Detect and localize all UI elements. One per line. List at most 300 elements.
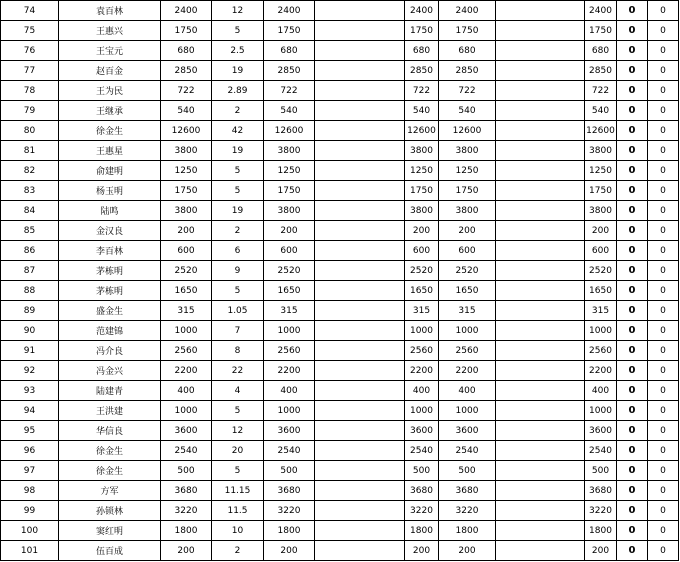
empty-cell (315, 241, 405, 261)
amount-cell: 12600 (405, 121, 439, 141)
quantity-cell: 5 (212, 181, 264, 201)
zero-cell-bold: 0 (617, 241, 648, 261)
amount-cell: 400 (264, 381, 315, 401)
amount-cell: 2850 (405, 61, 439, 81)
empty-cell (315, 41, 405, 61)
zero-cell: 0 (648, 401, 679, 421)
empty-cell (315, 101, 405, 121)
empty-cell (496, 41, 585, 61)
table-row (1, 321, 679, 341)
table-row (1, 261, 679, 281)
amount-cell: 2560 (161, 341, 212, 361)
quantity-cell: 11.5 (212, 501, 264, 521)
empty-cell (496, 381, 585, 401)
amount-cell: 3220 (264, 501, 315, 521)
quantity-cell: 2 (212, 101, 264, 121)
name-cell: 金汉良 (59, 221, 161, 241)
name-cell: 王宝元 (59, 41, 161, 61)
name-cell: 徐金生 (59, 441, 161, 461)
zero-cell-bold: 0 (617, 441, 648, 461)
amount-cell: 400 (161, 381, 212, 401)
amount-cell: 540 (405, 101, 439, 121)
zero-cell-bold: 0 (617, 181, 648, 201)
amount-cell: 1750 (439, 181, 496, 201)
name-cell: 茅栋明 (59, 281, 161, 301)
amount-cell: 200 (439, 541, 496, 561)
empty-cell (315, 541, 405, 561)
zero-cell: 0 (648, 101, 679, 121)
amount-cell: 2540 (161, 441, 212, 461)
zero-cell-bold: 0 (617, 101, 648, 121)
table-row (1, 281, 679, 301)
zero-cell: 0 (648, 321, 679, 341)
zero-cell: 0 (648, 201, 679, 221)
empty-cell (315, 481, 405, 501)
amount-cell: 2560 (585, 341, 617, 361)
amount-cell: 1800 (405, 521, 439, 541)
row-number-cell: 99 (1, 501, 59, 521)
name-cell: 范建锦 (59, 321, 161, 341)
name-cell: 徐金生 (59, 121, 161, 141)
table-row (1, 81, 679, 101)
name-cell: 冯介良 (59, 341, 161, 361)
amount-cell: 722 (405, 81, 439, 101)
row-number-cell: 75 (1, 21, 59, 41)
name-cell: 茅栋明 (59, 261, 161, 281)
amount-cell: 1650 (405, 281, 439, 301)
amount-cell: 1750 (585, 21, 617, 41)
amount-cell: 2400 (405, 1, 439, 21)
empty-cell (315, 61, 405, 81)
name-cell: 陆鸣 (59, 201, 161, 221)
amount-cell: 600 (264, 241, 315, 261)
amount-cell: 1750 (264, 21, 315, 41)
empty-cell (496, 441, 585, 461)
row-number-cell: 96 (1, 441, 59, 461)
amount-cell: 2560 (264, 341, 315, 361)
amount-cell: 2560 (405, 341, 439, 361)
empty-cell (315, 341, 405, 361)
amount-cell: 1000 (439, 401, 496, 421)
table-row (1, 1, 679, 21)
table-row (1, 421, 679, 441)
table-row (1, 61, 679, 81)
zero-cell-bold: 0 (617, 521, 648, 541)
zero-cell: 0 (648, 441, 679, 461)
amount-cell: 1750 (439, 21, 496, 41)
amount-cell: 3600 (585, 421, 617, 441)
table-row (1, 101, 679, 121)
name-cell: 徐金生 (59, 461, 161, 481)
zero-cell: 0 (648, 61, 679, 81)
amount-cell: 1000 (161, 401, 212, 421)
amount-cell: 2850 (439, 61, 496, 81)
amount-cell: 600 (161, 241, 212, 261)
amount-cell: 500 (439, 461, 496, 481)
zero-cell: 0 (648, 301, 679, 321)
amount-cell: 2850 (264, 61, 315, 81)
amount-cell: 722 (585, 81, 617, 101)
zero-cell: 0 (648, 261, 679, 281)
table-row (1, 201, 679, 221)
amount-cell: 200 (439, 221, 496, 241)
amount-cell: 3800 (585, 201, 617, 221)
amount-cell: 680 (264, 41, 315, 61)
amount-cell: 1750 (585, 181, 617, 201)
empty-cell (315, 261, 405, 281)
empty-cell (496, 181, 585, 201)
amount-cell: 315 (161, 301, 212, 321)
empty-cell (496, 401, 585, 421)
empty-cell (496, 101, 585, 121)
zero-cell-bold: 0 (617, 201, 648, 221)
zero-cell: 0 (648, 541, 679, 561)
empty-cell (496, 261, 585, 281)
amount-cell: 2560 (439, 341, 496, 361)
row-number-cell: 77 (1, 61, 59, 81)
name-cell: 冯金兴 (59, 361, 161, 381)
quantity-cell: 8 (212, 341, 264, 361)
zero-cell: 0 (648, 421, 679, 441)
empty-cell (496, 461, 585, 481)
name-cell: 王惠兴 (59, 21, 161, 41)
amount-cell: 200 (585, 221, 617, 241)
amount-cell: 315 (405, 301, 439, 321)
quantity-cell: 2 (212, 541, 264, 561)
empty-cell (315, 281, 405, 301)
zero-cell-bold: 0 (617, 161, 648, 181)
quantity-cell: 9 (212, 261, 264, 281)
zero-cell-bold: 0 (617, 261, 648, 281)
table-row (1, 521, 679, 541)
amount-cell: 2540 (439, 441, 496, 461)
amount-cell: 3220 (439, 501, 496, 521)
quantity-cell: 6 (212, 241, 264, 261)
table-row (1, 21, 679, 41)
empty-cell (496, 341, 585, 361)
amount-cell: 500 (585, 461, 617, 481)
zero-cell: 0 (648, 381, 679, 401)
quantity-cell: 5 (212, 161, 264, 181)
empty-cell (315, 121, 405, 141)
amount-cell: 3680 (405, 481, 439, 501)
amount-cell: 2540 (585, 441, 617, 461)
quantity-cell: 10 (212, 521, 264, 541)
row-number-cell: 90 (1, 321, 59, 341)
amount-cell: 540 (264, 101, 315, 121)
zero-cell: 0 (648, 81, 679, 101)
empty-cell (496, 121, 585, 141)
name-cell: 陆建青 (59, 381, 161, 401)
row-number-cell: 94 (1, 401, 59, 421)
amount-cell: 3800 (161, 201, 212, 221)
amount-cell: 3600 (405, 421, 439, 441)
quantity-cell: 20 (212, 441, 264, 461)
zero-cell: 0 (648, 121, 679, 141)
amount-cell: 2200 (161, 361, 212, 381)
amount-cell: 1250 (585, 161, 617, 181)
zero-cell-bold: 0 (617, 401, 648, 421)
table-row (1, 341, 679, 361)
amount-cell: 1250 (439, 161, 496, 181)
amount-cell: 3680 (264, 481, 315, 501)
empty-cell (496, 201, 585, 221)
row-number-cell: 89 (1, 301, 59, 321)
amount-cell: 2400 (161, 1, 212, 21)
table-row (1, 481, 679, 501)
amount-cell: 680 (585, 41, 617, 61)
quantity-cell: 1.05 (212, 301, 264, 321)
amount-cell: 400 (585, 381, 617, 401)
quantity-cell: 12 (212, 421, 264, 441)
zero-cell: 0 (648, 161, 679, 181)
amount-cell: 315 (585, 301, 617, 321)
name-cell: 窦红明 (59, 521, 161, 541)
empty-cell (496, 161, 585, 181)
empty-cell (496, 361, 585, 381)
row-number-cell: 78 (1, 81, 59, 101)
empty-cell (496, 281, 585, 301)
empty-cell (315, 501, 405, 521)
amount-cell: 400 (405, 381, 439, 401)
amount-cell: 2520 (585, 261, 617, 281)
quantity-cell: 19 (212, 141, 264, 161)
amount-cell: 3800 (439, 201, 496, 221)
table-row (1, 441, 679, 461)
zero-cell-bold: 0 (617, 461, 648, 481)
amount-cell: 2850 (161, 61, 212, 81)
amount-cell: 500 (264, 461, 315, 481)
amount-cell: 2400 (439, 1, 496, 21)
amount-cell: 200 (405, 221, 439, 241)
amount-cell: 3800 (161, 141, 212, 161)
empty-cell (315, 461, 405, 481)
amount-cell: 1000 (264, 321, 315, 341)
empty-cell (496, 221, 585, 241)
zero-cell-bold: 0 (617, 41, 648, 61)
amount-cell: 2200 (264, 361, 315, 381)
zero-cell-bold: 0 (617, 321, 648, 341)
empty-cell (315, 221, 405, 241)
row-number-cell: 91 (1, 341, 59, 361)
row-number-cell: 88 (1, 281, 59, 301)
empty-cell (315, 381, 405, 401)
amount-cell: 12600 (439, 121, 496, 141)
amount-cell: 1000 (439, 321, 496, 341)
amount-cell: 600 (439, 241, 496, 261)
amount-cell: 722 (439, 81, 496, 101)
amount-cell: 2400 (264, 1, 315, 21)
amount-cell: 3600 (161, 421, 212, 441)
empty-cell (315, 21, 405, 41)
amount-cell: 3800 (264, 201, 315, 221)
row-number-cell: 76 (1, 41, 59, 61)
amount-cell: 500 (405, 461, 439, 481)
table-row (1, 41, 679, 61)
empty-cell (496, 421, 585, 441)
amount-cell: 1250 (405, 161, 439, 181)
row-number-cell: 74 (1, 1, 59, 21)
amount-cell: 540 (161, 101, 212, 121)
empty-cell (496, 501, 585, 521)
zero-cell-bold: 0 (617, 501, 648, 521)
amount-cell: 2520 (264, 261, 315, 281)
zero-cell-bold: 0 (617, 281, 648, 301)
row-number-cell: 83 (1, 181, 59, 201)
amount-cell: 600 (405, 241, 439, 261)
row-number-cell: 82 (1, 161, 59, 181)
name-cell: 方军 (59, 481, 161, 501)
amount-cell: 200 (585, 541, 617, 561)
zero-cell-bold: 0 (617, 301, 648, 321)
table-row (1, 501, 679, 521)
table-row (1, 161, 679, 181)
table-row (1, 401, 679, 421)
quantity-cell: 2.5 (212, 41, 264, 61)
zero-cell: 0 (648, 341, 679, 361)
amount-cell: 1650 (585, 281, 617, 301)
row-number-cell: 98 (1, 481, 59, 501)
amount-cell: 1750 (161, 181, 212, 201)
amount-cell: 2520 (405, 261, 439, 281)
row-number-cell: 101 (1, 541, 59, 561)
amount-cell: 400 (439, 381, 496, 401)
amount-cell: 2400 (585, 1, 617, 21)
amount-cell: 12600 (585, 121, 617, 141)
empty-cell (315, 441, 405, 461)
amount-cell: 1250 (161, 161, 212, 181)
amount-cell: 3600 (264, 421, 315, 441)
empty-cell (496, 141, 585, 161)
zero-cell: 0 (648, 181, 679, 201)
amount-cell: 2850 (585, 61, 617, 81)
quantity-cell: 5 (212, 401, 264, 421)
zero-cell-bold: 0 (617, 221, 648, 241)
name-cell: 孙锁林 (59, 501, 161, 521)
amount-cell: 1000 (161, 321, 212, 341)
zero-cell-bold: 0 (617, 361, 648, 381)
empty-cell (496, 241, 585, 261)
amount-cell: 3680 (439, 481, 496, 501)
row-number-cell: 93 (1, 381, 59, 401)
empty-cell (315, 181, 405, 201)
empty-cell (315, 141, 405, 161)
amount-cell: 680 (405, 41, 439, 61)
amount-cell: 540 (439, 101, 496, 121)
amount-cell: 1000 (585, 401, 617, 421)
name-cell: 李百林 (59, 241, 161, 261)
amount-cell: 200 (405, 541, 439, 561)
amount-cell: 200 (161, 541, 212, 561)
quantity-cell: 2.89 (212, 81, 264, 101)
empty-cell (496, 1, 585, 21)
amount-cell: 2200 (439, 361, 496, 381)
row-number-cell: 92 (1, 361, 59, 381)
amount-cell: 1750 (161, 21, 212, 41)
amount-cell: 2540 (264, 441, 315, 461)
row-number-cell: 100 (1, 521, 59, 541)
amount-cell: 3680 (161, 481, 212, 501)
amount-cell: 500 (161, 461, 212, 481)
zero-cell: 0 (648, 281, 679, 301)
zero-cell-bold: 0 (617, 21, 648, 41)
name-cell: 赵百金 (59, 61, 161, 81)
table-row (1, 141, 679, 161)
row-number-cell: 86 (1, 241, 59, 261)
empty-cell (315, 521, 405, 541)
table-row (1, 121, 679, 141)
table-row (1, 541, 679, 561)
amount-cell: 1000 (585, 321, 617, 341)
amount-cell: 2520 (161, 261, 212, 281)
zero-cell-bold: 0 (617, 121, 648, 141)
quantity-cell: 5 (212, 21, 264, 41)
amount-cell: 315 (439, 301, 496, 321)
quantity-cell: 5 (212, 461, 264, 481)
zero-cell: 0 (648, 21, 679, 41)
amount-cell: 3680 (585, 481, 617, 501)
row-number-cell: 79 (1, 101, 59, 121)
amount-cell: 680 (439, 41, 496, 61)
quantity-cell: 4 (212, 381, 264, 401)
amount-cell: 3220 (585, 501, 617, 521)
empty-cell (315, 401, 405, 421)
amount-cell: 1750 (405, 21, 439, 41)
empty-cell (496, 321, 585, 341)
empty-cell (315, 161, 405, 181)
quantity-cell: 42 (212, 121, 264, 141)
zero-cell-bold: 0 (617, 421, 648, 441)
zero-cell-bold: 0 (617, 341, 648, 361)
amount-cell: 3800 (405, 201, 439, 221)
name-cell: 王继承 (59, 101, 161, 121)
empty-cell (496, 81, 585, 101)
zero-cell-bold: 0 (617, 481, 648, 501)
empty-cell (315, 361, 405, 381)
amount-cell: 200 (264, 221, 315, 241)
zero-cell: 0 (648, 461, 679, 481)
amount-cell: 680 (161, 41, 212, 61)
quantity-cell: 5 (212, 281, 264, 301)
amount-cell: 12600 (264, 121, 315, 141)
row-number-cell: 85 (1, 221, 59, 241)
amount-cell: 1800 (439, 521, 496, 541)
zero-cell-bold: 0 (617, 541, 648, 561)
name-cell: 伍百成 (59, 541, 161, 561)
quantity-cell: 11.15 (212, 481, 264, 501)
amount-cell: 1800 (585, 521, 617, 541)
amount-cell: 1800 (264, 521, 315, 541)
name-cell: 王惠星 (59, 141, 161, 161)
zero-cell: 0 (648, 241, 679, 261)
table-row (1, 381, 679, 401)
amount-cell: 3800 (585, 141, 617, 161)
zero-cell-bold: 0 (617, 81, 648, 101)
amount-cell: 2540 (405, 441, 439, 461)
quantity-cell: 19 (212, 61, 264, 81)
empty-cell (496, 301, 585, 321)
empty-cell (315, 301, 405, 321)
amount-cell: 1000 (405, 321, 439, 341)
empty-cell (496, 481, 585, 501)
empty-cell (315, 201, 405, 221)
quantity-cell: 7 (212, 321, 264, 341)
row-number-cell: 81 (1, 141, 59, 161)
empty-cell (496, 521, 585, 541)
amount-cell: 1650 (439, 281, 496, 301)
amount-cell: 1000 (405, 401, 439, 421)
zero-cell-bold: 0 (617, 381, 648, 401)
